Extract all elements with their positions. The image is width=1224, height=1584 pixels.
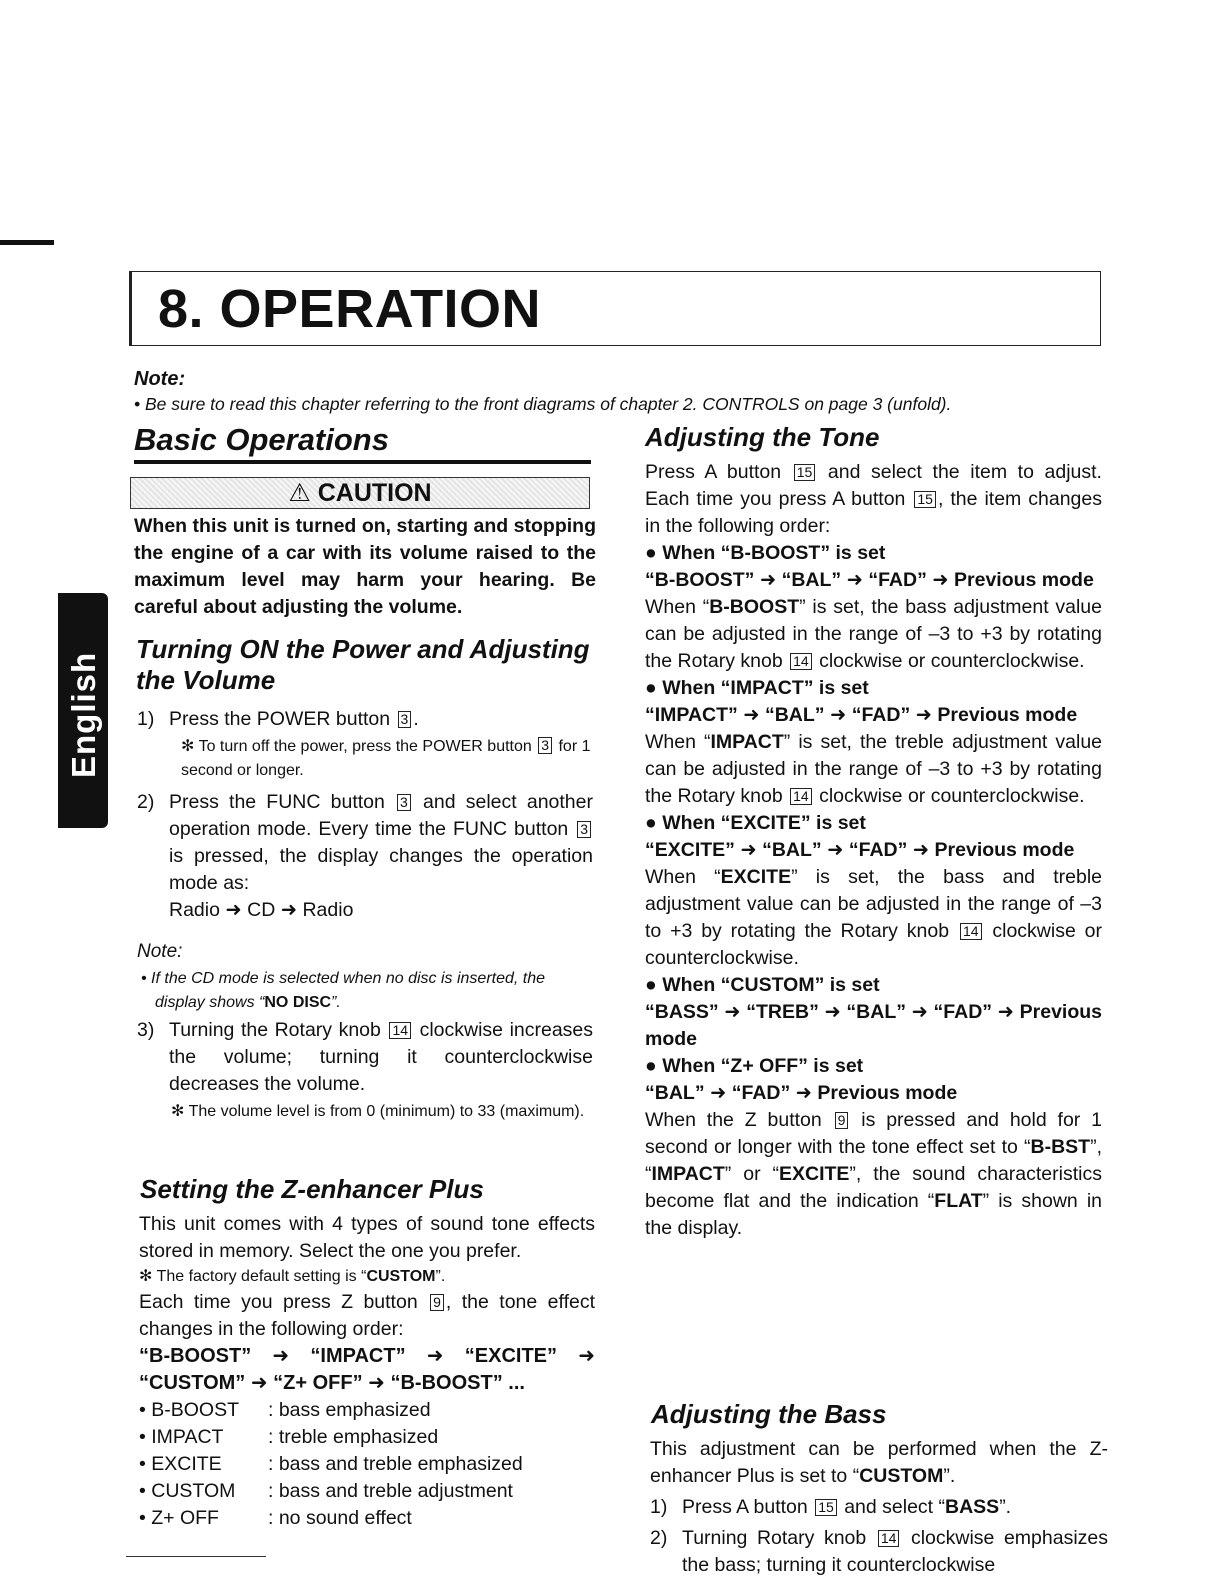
rotary-knob-ref: 14 — [790, 788, 812, 805]
rotary-knob-ref: 14 — [389, 1022, 411, 1039]
bass-intro — [650, 1436, 1108, 1490]
body-text: ”, “ — [645, 1136, 1102, 1185]
note-label: Note: — [134, 368, 186, 390]
excite-heading: ● When “EXCITE” is set — [645, 812, 866, 834]
body-text: When “ — [645, 866, 721, 888]
mode-name: CUSTOM — [859, 1465, 944, 1487]
flat-indicator: FLAT — [934, 1190, 983, 1212]
power-note — [137, 967, 593, 1015]
power-step-1 — [137, 706, 593, 733]
step-number: 2) — [137, 791, 155, 813]
mode-sequence: Radio ➜ CD ➜ Radio — [169, 899, 354, 921]
rotary-knob-ref: 14 — [878, 1530, 900, 1547]
body-text: , the item changes in the following order: — [645, 488, 1102, 537]
bass-step-1 — [650, 1494, 1108, 1521]
no-disc-label: NO DISC — [264, 994, 332, 1011]
rotary-knob-ref: 14 — [960, 923, 982, 940]
note-text: for 1 second or longer. — [181, 738, 591, 779]
mode-desc: : bass and treble adjustment — [268, 1480, 513, 1502]
b-boost-heading: ● When “B-BOOST” is set — [645, 542, 886, 564]
body-text: ” is set, the bass and treble adjustment value can be adjusted in the range of –3 to +3 by rotating the Rotary knob — [645, 866, 1102, 942]
mode-name: IMPACT — [651, 1163, 725, 1185]
body-text: ”, the sound characteristics become flat and the indication “ — [645, 1163, 1102, 1212]
step-text: clockwise increases the volume; turning it counterclockwise decreases the volume. — [169, 1019, 594, 1095]
tone-effect-sequence: “B-BOOST” ➜ “IMPACT” ➜ “EXCITE” ➜ “CUSTOM” ➜ “Z+ OFF” ➜ “B-BOOST” ... — [139, 1345, 595, 1394]
bass-step-2 — [650, 1525, 1108, 1579]
body-text: , the tone effect changes in the following order: — [139, 1291, 596, 1340]
power-note-label: Note: — [137, 941, 183, 962]
chapter-title-box — [129, 271, 1101, 346]
adjusting-bass-heading: Adjusting the Bass — [651, 1399, 887, 1429]
step-number: 1) — [650, 1496, 668, 1518]
step-number: 1) — [137, 708, 155, 730]
body-text: This adjustment can be performed when the Z-enhancer Plus is set to “ — [650, 1438, 1108, 1487]
basic-operations-heading: Basic Operations — [134, 422, 389, 457]
step-text: Press the POWER button — [169, 708, 391, 730]
heading-rule — [134, 460, 591, 464]
impact-sequence: “IMPACT” ➜ “BAL” ➜ “FAD” ➜ Previous mode — [645, 704, 1078, 726]
body-text: clockwise or counterclockwise. — [819, 650, 1085, 672]
power-step-1-note — [137, 735, 593, 783]
step-text: Turning the Rotary knob — [169, 1019, 381, 1041]
caution-text: When this unit is turned on, starting and stopping the engine of a car with its volume raised to the maximum level may harm your hearing. Be careful about adjusting the volume. — [134, 515, 596, 618]
page-edge-mark — [0, 240, 54, 245]
note-text: ”. — [331, 994, 341, 1011]
body-text: When the Z button — [645, 1109, 822, 1131]
step-text: and select another operation mode. Every time the FUNC button — [169, 791, 593, 840]
z-enhancer-order — [139, 1289, 595, 1343]
impact-desc — [645, 729, 1102, 810]
func-button-ref: 3 — [397, 794, 411, 811]
note-text: • Be sure to read this chapter referring to the front diagrams of chapter 2. CONTROLS on page 3 (unfold). — [134, 394, 952, 414]
body-text: ” is set, the treble adjustment value can be adjusted in the range of –3 to +3 by rotating the Rotary knob — [645, 731, 1103, 807]
z-off-heading: ● When “Z+ OFF” is set — [645, 1055, 864, 1077]
z-button-ref: 9 — [835, 1112, 849, 1129]
excite-sequence: “EXCITE” ➜ “BAL” ➜ “FAD” ➜ Previous mode — [645, 839, 1075, 861]
mode-name: EXCITE — [720, 866, 792, 888]
body-text: ” is set, the bass adjustment value can be adjusted in the range of –3 to +3 by rotating the Rotary knob — [645, 596, 1102, 672]
mode-name: • Z+ OFF — [139, 1507, 219, 1529]
body-text: When “ — [645, 731, 711, 753]
mode-name: IMPACT — [710, 731, 784, 753]
step-text: and select “ — [844, 1496, 945, 1518]
tone-intro — [645, 459, 1102, 540]
z-button-ref: 9 — [430, 1294, 444, 1311]
mode-name: BASS — [945, 1496, 1000, 1518]
custom-sequence: “BASS” ➜ “TREB” ➜ “BAL” ➜ “FAD” ➜ Previous mode — [645, 1001, 1102, 1050]
body-text: ” is shown in the display. — [645, 1190, 1102, 1239]
power-step-3 — [137, 1017, 593, 1098]
caution-banner — [130, 477, 590, 509]
z-enhancer-intro: This unit comes with 4 types of sound tone effects stored in memory. Select the one you prefer. — [139, 1213, 595, 1262]
language-tab-label: English — [65, 651, 102, 778]
step-text: Press the FUNC button — [169, 791, 385, 813]
mode-desc: : treble emphasized — [268, 1426, 439, 1448]
step-text: Turning Rotary knob — [682, 1527, 867, 1549]
power-button-ref: 3 — [538, 737, 552, 754]
body-text: When “ — [645, 596, 710, 618]
flat-desc — [645, 1107, 1102, 1242]
mode-desc: : bass emphasized — [268, 1399, 431, 1421]
func-button-ref: 3 — [577, 821, 591, 838]
adjusting-tone-heading: Adjusting the Tone — [645, 422, 880, 452]
power-step-3-note: ✻ The volume level is from 0 (minimum) to 33 (maximum). — [171, 1103, 585, 1120]
body-text: Each time you press Z button — [139, 1291, 418, 1313]
list-item — [139, 1478, 595, 1505]
power-steps — [137, 706, 593, 1124]
default-setting: CUSTOM — [366, 1268, 436, 1285]
rotary-knob-ref: 14 — [790, 653, 812, 670]
body-text: ” or “ — [724, 1163, 779, 1185]
mode-name: • IMPACT — [139, 1426, 224, 1448]
body-text: and select the item to adjust. Each time you press A button — [645, 461, 1102, 510]
mode-name: • EXCITE — [139, 1453, 222, 1475]
note-text: ✻ To turn off the power, press the POWER button — [181, 738, 532, 755]
a-button-ref: 15 — [914, 491, 936, 508]
body-text: clockwise or counterclockwise. — [645, 920, 1103, 969]
step-number: 3) — [137, 1019, 155, 1041]
step-text: Press A button — [682, 1496, 808, 1518]
custom-heading: ● When “CUSTOM” is set — [645, 974, 880, 996]
b-boost-sequence: “B-BOOST” ➜ “BAL” ➜ “FAD” ➜ Previous mode — [645, 569, 1094, 591]
page-title: 8. OPERATION — [158, 279, 542, 339]
language-tab — [58, 593, 108, 828]
bottom-rule — [126, 1556, 266, 1557]
mode-name: • B-BOOST — [139, 1399, 240, 1421]
z-enhancer-default-note — [139, 1265, 595, 1289]
power-button-ref: 3 — [398, 711, 412, 728]
body-text: Press A button — [645, 461, 782, 483]
step-text: clockwise emphasizes the bass; turning it counterclockwise — [682, 1527, 1108, 1576]
mode-name: B-BST — [1030, 1136, 1091, 1158]
caution-title: ⚠ CAUTION — [288, 479, 432, 507]
z-enhancer-section — [139, 1211, 595, 1532]
mode-name: EXCITE — [778, 1163, 850, 1185]
step-text: is pressed, the display changes the operation mode as: — [169, 845, 593, 894]
tone-mode-list — [139, 1397, 595, 1532]
z-off-sequence: “BAL” ➜ “FAD” ➜ Previous mode — [645, 1082, 958, 1104]
list-item — [139, 1397, 595, 1424]
mode-name: • CUSTOM — [139, 1480, 236, 1502]
impact-heading: ● When “IMPACT” is set — [645, 677, 869, 699]
list-item — [139, 1505, 595, 1532]
note-text: • If the CD mode is selected when no disc is inserted, the display shows “ — [141, 970, 546, 1011]
mode-name: B-BOOST — [709, 596, 800, 618]
tone-section — [645, 459, 1102, 1242]
bass-section — [650, 1436, 1108, 1584]
note-text: ”. — [435, 1268, 446, 1285]
excite-desc — [645, 864, 1102, 972]
mode-desc: : no sound effect — [268, 1507, 412, 1529]
mode-desc: : bass and treble emphasized — [268, 1453, 523, 1475]
a-button-ref: 15 — [794, 464, 816, 481]
body-text: clockwise or counterclockwise. — [819, 785, 1085, 807]
body-text: ”. — [943, 1465, 956, 1487]
b-boost-desc — [645, 594, 1102, 675]
list-item — [139, 1424, 595, 1451]
power-step-2 — [137, 789, 593, 924]
step-text: ”. — [999, 1496, 1012, 1518]
z-enhancer-heading: Setting the Z-enhancer Plus — [140, 1174, 484, 1204]
body-text: is pressed and hold for 1 second or longer with the tone effect set to “ — [645, 1109, 1102, 1158]
step-number: 2) — [650, 1527, 668, 1549]
a-button-ref: 15 — [815, 1499, 837, 1516]
step-text: . — [413, 708, 419, 730]
list-item — [139, 1451, 595, 1478]
note-text: ✻ The factory default setting is “ — [139, 1268, 367, 1285]
power-heading: Turning ON the Power and Adjusting the Volume — [136, 634, 590, 695]
